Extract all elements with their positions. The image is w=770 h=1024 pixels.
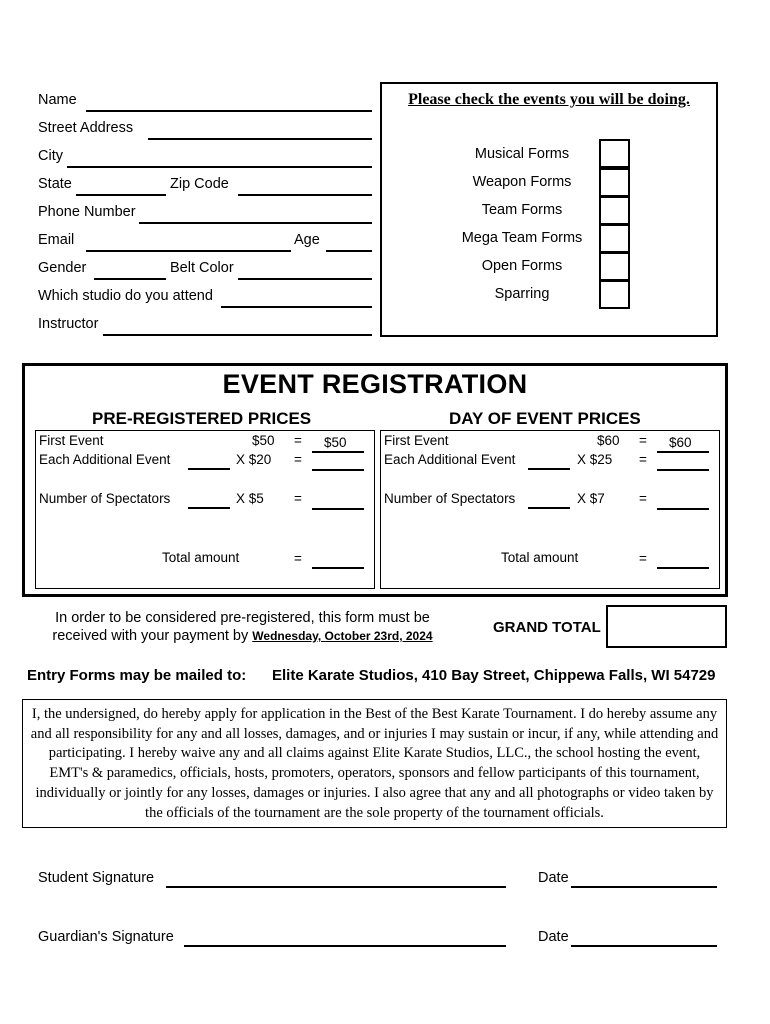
belt-field[interactable] [238, 278, 372, 280]
day-of-event-title: DAY OF EVENT PRICES [449, 409, 641, 428]
state-label: State [38, 176, 72, 192]
pre-first-event-price: $50 [252, 433, 275, 448]
instructor-label: Instructor [38, 316, 99, 332]
phone-label: Phone Number [38, 204, 136, 220]
day-spectators-qty-field[interactable] [528, 507, 570, 509]
student-date-label: Date [538, 870, 569, 886]
checkbox-weapon-forms[interactable] [599, 168, 630, 197]
guardian-date-field[interactable] [571, 945, 717, 947]
pre-first-event-total-line [312, 451, 364, 453]
guardian-signature-field[interactable] [184, 945, 506, 947]
checkbox-team-forms[interactable] [599, 196, 630, 225]
pre-additional-label: Each Additional Event [39, 452, 171, 467]
pre-first-event-label: First Event [39, 433, 104, 448]
student-signature-label: Student Signature [38, 870, 155, 886]
pre-spectators-total-field[interactable] [312, 508, 364, 510]
student-signature-field[interactable] [166, 886, 506, 888]
pre-registered-title: PRE-REGISTERED PRICES [92, 409, 312, 428]
checkbox-musical-forms[interactable] [599, 139, 630, 168]
note-line-1: In order to be considered pre-registered, this form must be [55, 610, 430, 626]
studio-label: Which studio do you attend [38, 288, 213, 304]
pre-equals: = [294, 433, 302, 448]
gender-label: Gender [38, 260, 87, 276]
event-label-team-forms: Team Forms [481, 202, 563, 218]
belt-label: Belt Color [170, 260, 234, 276]
pre-spectators-price: X $5 [236, 491, 264, 506]
day-of-event-prices [380, 430, 720, 589]
day-additional-qty-field[interactable] [528, 468, 570, 470]
pre-spectators-qty-field[interactable] [188, 507, 230, 509]
day-additional-label: Each Additional Event [384, 452, 516, 467]
pre-total-field[interactable] [312, 567, 364, 569]
day-equals: = [639, 491, 647, 506]
state-field[interactable] [76, 194, 166, 196]
city-field[interactable] [67, 166, 372, 168]
pre-equals: = [294, 452, 302, 467]
street-field[interactable] [148, 138, 372, 140]
pre-registered-prices [35, 430, 375, 589]
deadline-date: Wednesday, October 23rd, 2024 [252, 629, 433, 643]
phone-field[interactable] [139, 222, 372, 224]
grand-total-label: GRAND TOTAL [493, 619, 601, 636]
gender-field[interactable] [94, 278, 166, 280]
event-label-sparring: Sparring [494, 286, 550, 302]
event-registration-box [22, 363, 728, 597]
pre-first-event-total: $50 [324, 435, 347, 450]
name-field[interactable] [86, 110, 372, 112]
event-label-open-forms: Open Forms [481, 258, 563, 274]
events-checklist [380, 82, 718, 337]
day-total-field[interactable] [657, 567, 709, 569]
mail-label: Entry Forms may be mailed to: [27, 667, 247, 684]
pre-additional-price: X $20 [236, 452, 272, 467]
instructor-field[interactable] [103, 334, 372, 336]
age-field[interactable] [326, 250, 372, 252]
day-first-event-total-line [657, 451, 709, 453]
day-first-event-price: $60 [597, 433, 620, 448]
guardian-signature-label: Guardian's Signature [38, 929, 174, 945]
event-label-mega-team-forms: Mega Team Forms [461, 230, 583, 246]
pre-equals: = [294, 491, 302, 506]
zip-field[interactable] [238, 194, 372, 196]
street-label: Street Address [38, 120, 134, 136]
pre-registration-note [40, 609, 445, 645]
city-label: City [38, 148, 63, 164]
registration-title: EVENT REGISTRATION [222, 369, 528, 399]
studio-field[interactable] [221, 306, 372, 308]
email-field[interactable] [86, 250, 291, 252]
guardian-date-label: Date [538, 929, 569, 945]
pre-total-label: Total amount [162, 550, 240, 565]
day-spectators-price: X $7 [577, 491, 605, 506]
waiver-text: I, the undersigned, do hereby apply for application in the Best of the Best Karate Tournament. I do hereby assume any and all responsibility for any and all losses, damages, and or injuries I may sustain or incur, if any, while attending and participating. I hereby waive any and all claims against Elite Karate Studios, LLC., the school hosting the event, EMT's & paramedics, officials, hosts, promoters, operators, sponsors and fellow participants of this tournament, individually or jointly for any losses, damages or injuries. I also agree that any and all photographs or video taken by the officials of the tournament are the sole property of the tournament officials. [22, 699, 727, 828]
day-total-label: Total amount [501, 550, 579, 565]
day-equals: = [639, 433, 647, 448]
day-equals: = [639, 452, 647, 467]
event-label-musical-forms: Musical Forms [474, 146, 570, 162]
checkbox-mega-team-forms[interactable] [599, 224, 630, 253]
day-first-event-label: First Event [384, 433, 449, 448]
pre-equals: = [294, 551, 302, 566]
pre-spectators-label: Number of Spectators [39, 491, 171, 506]
checkbox-sparring[interactable] [599, 280, 630, 309]
day-additional-total-field[interactable] [657, 469, 709, 471]
pre-additional-total-field[interactable] [312, 469, 364, 471]
day-equals: = [639, 551, 647, 566]
note-line-2 [40, 627, 445, 645]
pre-additional-qty-field[interactable] [188, 468, 230, 470]
day-first-event-total: $60 [669, 435, 692, 450]
zip-label: Zip Code [170, 176, 229, 192]
grand-total-field[interactable] [606, 605, 727, 648]
day-additional-price: X $25 [577, 452, 613, 467]
day-spectators-total-field[interactable] [657, 508, 709, 510]
age-label: Age [294, 232, 320, 248]
mail-address: Elite Karate Studios, 410 Bay Street, Chippewa Falls, WI 54729 [272, 667, 716, 684]
email-label: Email [38, 232, 75, 248]
checkbox-open-forms[interactable] [599, 252, 630, 281]
events-title: Please check the events you will be doing. [408, 91, 690, 108]
name-label: Name [38, 92, 77, 108]
event-label-weapon-forms: Weapon Forms [472, 174, 572, 190]
note-line-2-prefix: received with your payment by [52, 628, 249, 644]
day-spectators-label: Number of Spectators [384, 491, 516, 506]
student-date-field[interactable] [571, 886, 717, 888]
